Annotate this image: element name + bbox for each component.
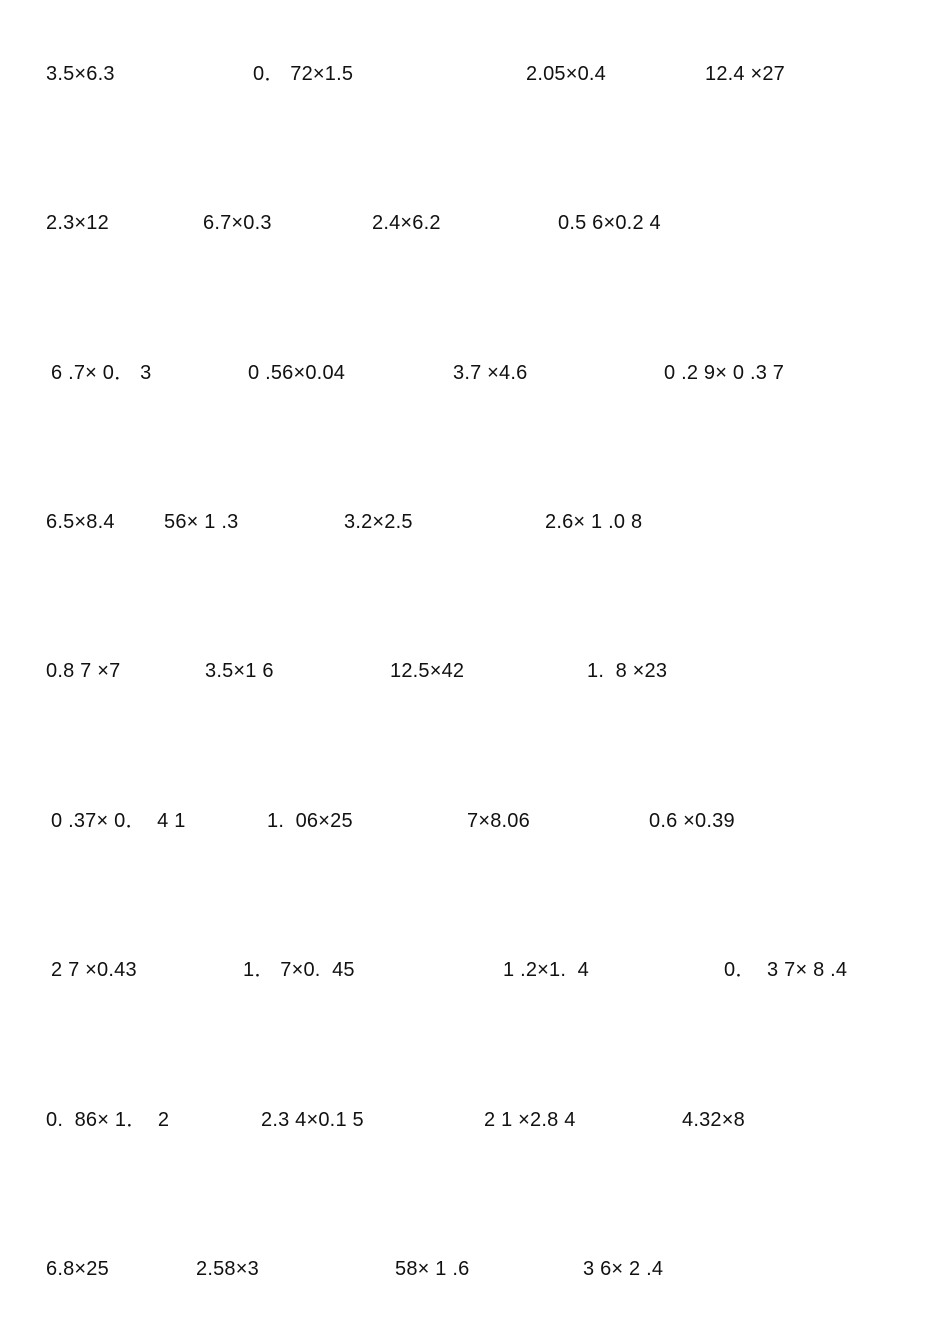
problem-r1-c4: 12.4 ×27 (705, 63, 786, 85)
problem-r3-c4: 0 .2 9× 0 .3 7 (664, 362, 785, 384)
problem-r3-c1: 6 .7× 0． 3 (51, 362, 152, 384)
problem-r8-c3: 2 1 ×2.8 4 (484, 1109, 576, 1131)
problem-r7-c2: 1． 7×0. 45 (243, 959, 355, 981)
problem-r4-c3: 3.2×2.5 (344, 511, 413, 533)
problem-r6-c2: 1. 06×25 (267, 810, 353, 832)
problem-r1-c2: 0． 72×1.5 (253, 63, 354, 85)
problem-r5-c3: 12.5×42 (390, 660, 465, 682)
problem-row-7 (0, 955, 950, 985)
problem-r3-c3: 3.7 ×4.6 (453, 362, 528, 384)
problem-r4-c2: 56× 1 .3 (164, 511, 239, 533)
problem-r5-c1: 0.8 7 ×7 (46, 660, 121, 682)
problem-r5-c4: 1. 8 ×23 (587, 660, 668, 682)
problem-r9-c3: 58× 1 .6 (395, 1258, 470, 1280)
problem-row-4 (0, 507, 950, 537)
problem-r5-c2: 3.5×1 6 (205, 660, 274, 682)
problem-row-6 (0, 806, 950, 836)
problem-r8-c1: 0. 86× 1． 2 (46, 1109, 170, 1131)
problem-row-5 (0, 656, 950, 686)
problem-r6-c4: 0.6 ×0.39 (649, 810, 735, 832)
problem-r6-c1: 0 .37× 0． 4 1 (51, 810, 186, 832)
problem-r8-c4: 4.32×8 (682, 1109, 745, 1131)
problem-r2-c1: 2.3×12 (46, 212, 109, 234)
problem-row-3 (0, 358, 950, 388)
problem-r2-c3: 2.4×6.2 (372, 212, 441, 234)
problem-r9-c1: 6.8×25 (46, 1258, 109, 1280)
problem-r7-c3: 1 .2×1. 4 (503, 959, 589, 981)
problem-r9-c4: 3 6× 2 .4 (583, 1258, 664, 1280)
problem-r2-c2: 6.7×0.3 (203, 212, 272, 234)
problem-r2-c4: 0.5 6×0.2 4 (558, 212, 661, 234)
problem-r1-c1: 3.5×6.3 (46, 63, 115, 85)
problem-r9-c2: 2.58×3 (196, 1258, 259, 1280)
problem-r7-c1: 2 7 ×0.43 (51, 959, 137, 981)
problem-r3-c2: 0 .56×0.04 (248, 362, 346, 384)
problem-r8-c2: 2.3 4×0.1 5 (261, 1109, 364, 1131)
problem-r6-c3: 7×8.06 (467, 810, 530, 832)
problem-r1-c3: 2.05×0.4 (526, 63, 607, 85)
problem-row-2 (0, 208, 950, 238)
problem-r4-c4: 2.6× 1 .0 8 (545, 511, 643, 533)
problem-row-1 (0, 59, 950, 89)
problem-r7-c4: 0． 3 7× 8 .4 (724, 959, 848, 981)
problem-row-8 (0, 1105, 950, 1135)
problem-row-9 (0, 1254, 950, 1284)
problem-r4-c1: 6.5×8.4 (46, 511, 115, 533)
